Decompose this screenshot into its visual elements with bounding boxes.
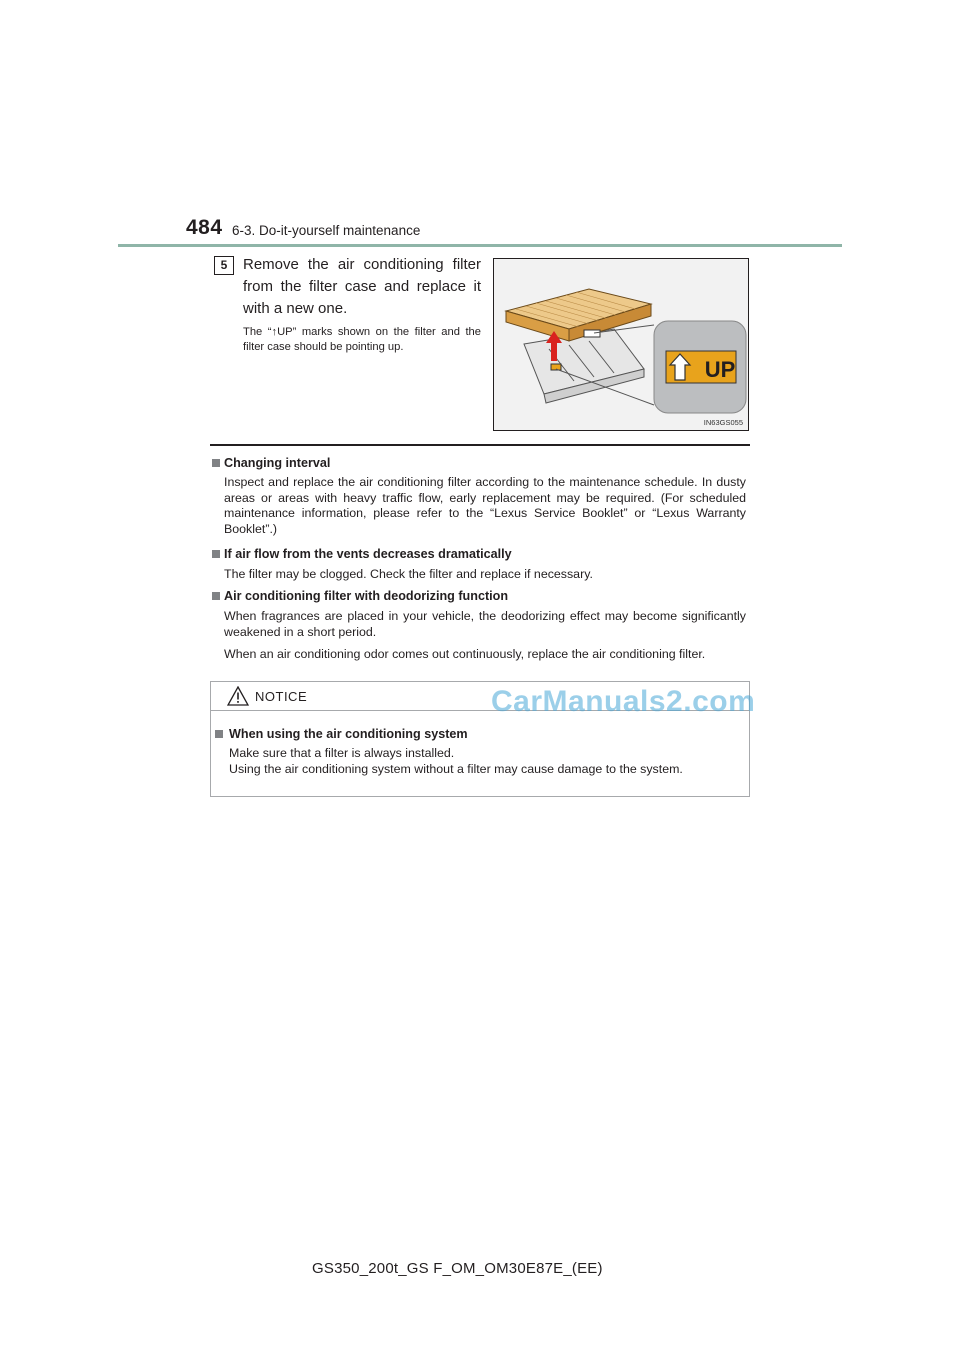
bullet-square-icon <box>212 550 220 558</box>
step-instruction: Remove the air conditioning filter from the filter case and replace it with a new one. <box>243 256 481 317</box>
step-note: The “↑UP” marks shown on the filter and the filter case should be pointing up. <box>243 326 481 353</box>
notice-header <box>211 682 756 718</box>
notice-label: NOTICE <box>255 689 308 704</box>
bullet-square-icon <box>215 730 223 738</box>
info-heading-deodorizing: Air conditioning filter with deodorizing function <box>212 589 508 603</box>
notice-subtitle: When using the air conditioning system <box>215 727 468 741</box>
notice-text <box>229 746 744 777</box>
watermark: CarManuals2.com <box>491 685 756 718</box>
section-title: 6-3. Do-it-yourself maintenance <box>232 223 421 238</box>
bullet-square-icon <box>212 592 220 600</box>
info-heading-air-flow: If air flow from the vents decreases dramatically <box>212 547 512 561</box>
info-text-changing-interval: Inspect and replace the air conditioning filter according to the maintenance schedule. In dusty areas or areas with heavy traffic flow, early replacement may be required. (For scheduled maintenance information, please refer to the “Lexus Service Booklet” or “Lexus Warranty Booklet”.) <box>224 475 746 536</box>
step-number-badge: 5 <box>214 256 234 275</box>
filter-icon <box>506 289 651 341</box>
bullet-square-icon <box>212 459 220 467</box>
warning-triangle-icon <box>227 686 249 706</box>
section-divider <box>210 444 750 446</box>
filter-case-icon <box>524 329 644 403</box>
info-heading-changing-interval: Changing interval <box>212 456 330 470</box>
info-text-air-flow: The filter may be clogged. Check the filter and replace if necessary. <box>224 567 593 581</box>
info-text-deodorizing-2: When an air conditioning odor comes out continuously, replace the air conditioning filter. <box>224 647 706 661</box>
filter-illustration <box>493 258 749 431</box>
page-number: 484 <box>186 216 223 239</box>
filter-case-diagram <box>494 259 748 430</box>
up-label: UP <box>704 357 736 382</box>
notice-box <box>210 681 756 797</box>
notice-line: Make sure that a filter is always installed. <box>229 746 455 760</box>
illustration-code: IN63GS055 <box>703 418 743 427</box>
header-rule <box>118 244 842 247</box>
footer-doc-code: GS350_200t_GS F_OM_OM30E87E_(EE) <box>312 1260 603 1277</box>
info-text-deodorizing-1: When fragrances are placed in your vehicle, the deodorizing effect may become significantly weakened in a short period. <box>224 609 746 639</box>
notice-line: Using the air conditioning system without a filter may cause damage to the system. <box>229 761 683 776</box>
magnifier-callout-icon <box>654 321 746 413</box>
